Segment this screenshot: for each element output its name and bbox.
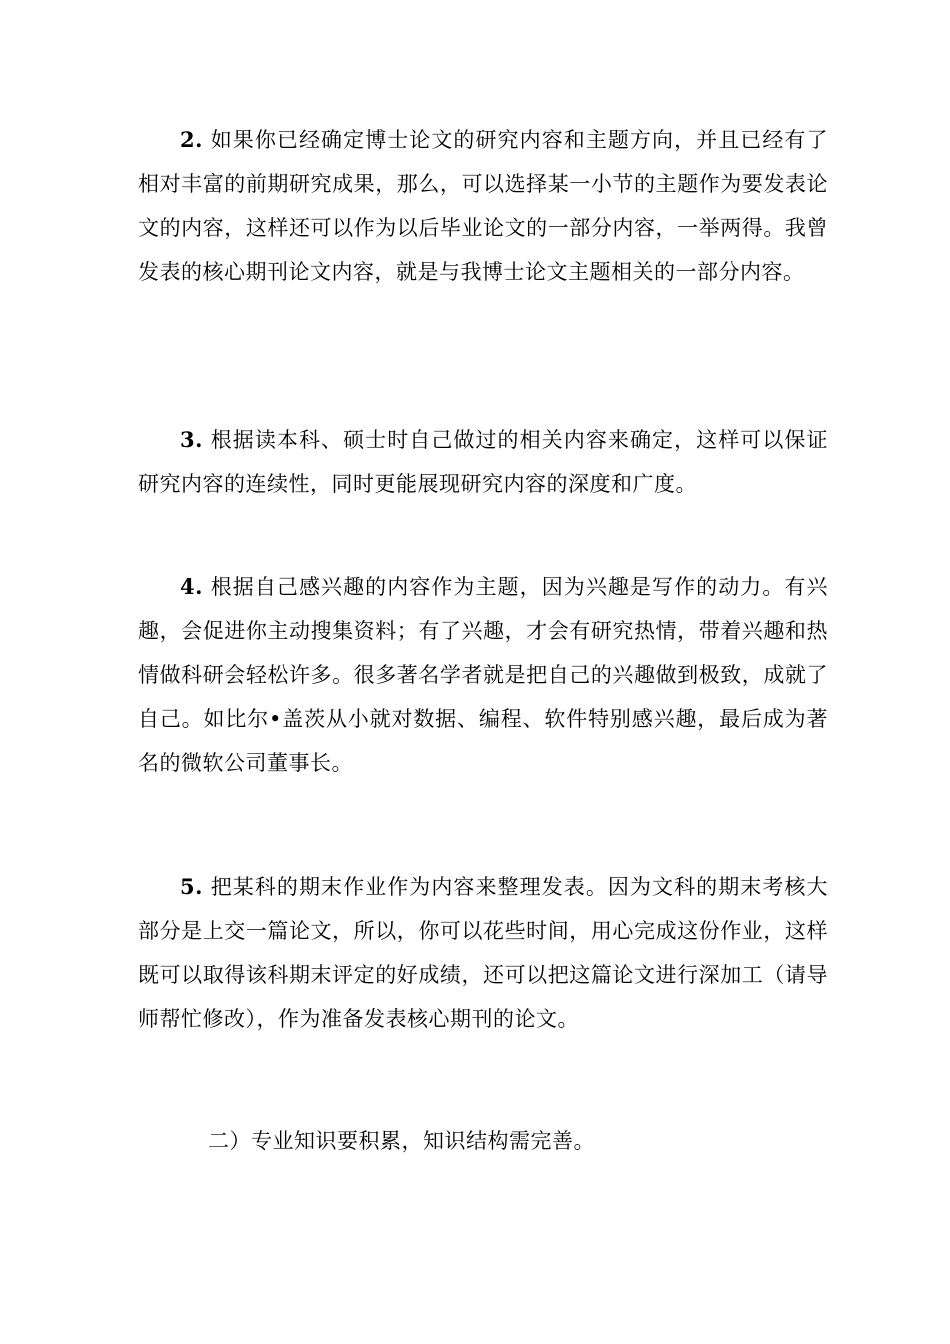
section-heading: 二）专业知识要积累，知识结构需完善。 <box>208 1129 595 1153</box>
paragraph-2 <box>138 118 828 294</box>
paragraph-number: 4. <box>180 574 203 599</box>
paragraph-text: 把某科的期末作业作为内容来整理发表。因为文科的期末考核大部分是上交一篇论文，所以，你可以花些时间，用心完成这份作业，这样既可以取得该科期末评定的好成绩，还可以把这篇论文进行深加工（请导师帮忙修改），作为准备发表核心期刊的论文。 <box>138 875 828 1031</box>
paragraph-number: 3. <box>180 427 203 452</box>
paragraph-number: 2. <box>180 127 203 152</box>
paragraph-3 <box>138 418 828 506</box>
paragraph-number: 5. <box>180 874 203 899</box>
paragraph-text: 根据自己感兴趣的内容作为主题，因为兴趣是写作的动力。有兴趣，会促进你主动搜集资料；有了兴趣，才会有研究热情，带着兴趣和热情做科研会轻松许多。很多著名学者就是把自己的兴趣做到极致，成就了自己。如比尔•盖茨从小就对数据、编程、软件特别感兴趣，最后成为著名的微软公司董事长。 <box>138 575 828 775</box>
paragraph-4 <box>138 565 828 785</box>
paragraph-5 <box>138 865 828 1041</box>
paragraph-text: 根据读本科、硕士时自己做过的相关内容来确定，这样可以保证研究内容的连续性，同时更能展现研究内容的深度和广度。 <box>138 428 828 496</box>
paragraph-text: 如果你已经确定博士论文的研究内容和主题方向，并且已经有了相对丰富的前期研究成果，那么，可以选择某一小节的主题作为要发表论文的内容，这样还可以作为以后毕业论文的一部分内容，一举两得。我曾发表的核心期刊论文内容，就是与我博士论文主题相关的一部分内容。 <box>138 128 828 284</box>
